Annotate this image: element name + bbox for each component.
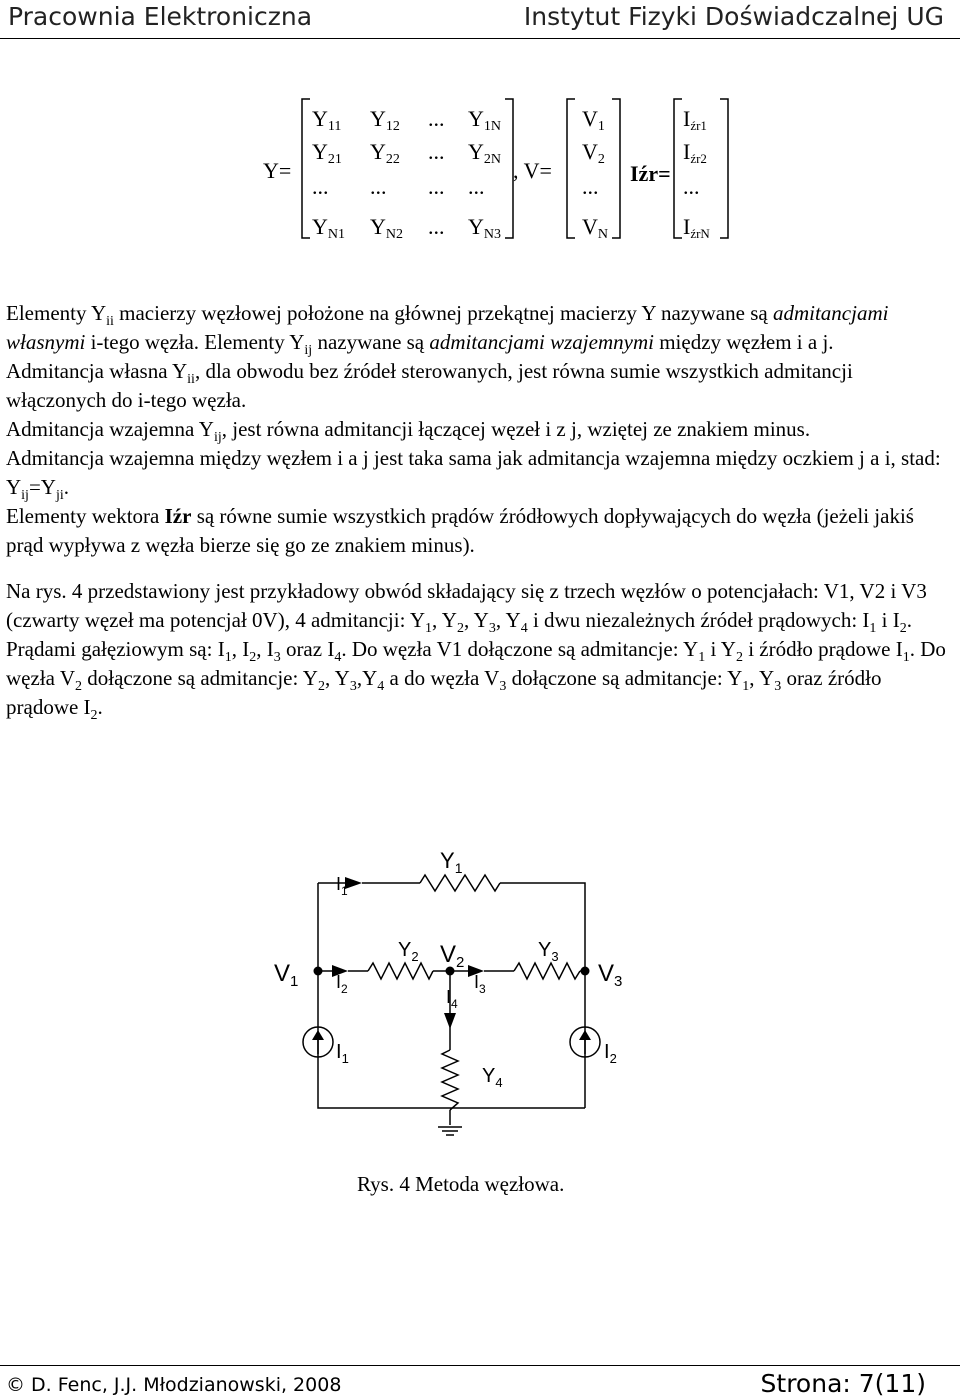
resistor-Y1 — [420, 875, 500, 891]
matrix-Y-cell: YN1 — [312, 214, 346, 242]
circuit-label-V1: V1 — [274, 960, 299, 990]
matrix-Y-cell: YN2 — [370, 214, 404, 242]
matrix-Y-cell: ... — [428, 106, 445, 131]
matrix-Y-cell: Y21 — [312, 139, 342, 167]
page-header — [0, 0, 960, 39]
header-right: Instytut Fizyki Doświadczalnej UG — [523, 2, 944, 31]
paragraph-7: Prądami gałęziowym są: $I_1$, $I_2$, $I_3$ oraz $I_4$. Do węzła V1 dołączone są admitancje: $Y_1$ i $Y_2$ i źródło prądowe $I_1$. Do węzła $V_2$ dołączone są admitancje: $Y_2$, $Y_3,Y_4$ a do węzła $V_3$ dołączone są admitancje: $Y_1$, $Y_3$ oraz źródło prądowe $I_2$. — [6, 637, 946, 723]
matrix-Y-cell: ... — [428, 214, 445, 239]
top-wire — [318, 883, 585, 1108]
circuit-label-I1_src: $I_1$ — [336, 1041, 349, 1066]
resistor-Y2 — [368, 963, 433, 979]
matrix-V-cell: V1 — [582, 106, 605, 134]
matrix-label-I: Iźr= — [630, 161, 671, 186]
node-V3-icon — [581, 967, 590, 976]
matrix-I-cell: $I_{źrN}$ — [683, 214, 710, 241]
paragraph-3: Admitancja wzajemna $Y_{ij}$, jest równa admitancji łączącej węzeł i z j, wziętej ze znakiem minus. — [6, 417, 811, 445]
circuit-label-I1_top: $I_1$ — [336, 874, 348, 898]
matrix-Y-cell: Y2N — [468, 139, 502, 167]
matrix-label-V: , V= — [513, 158, 552, 183]
paragraph-4: Admitancja wzajemna między węzłem i a j jest taka sama jak admitancja wzajemna między oczkiem j a i, stad: $Y_{ij}=Y_{ji}$. — [6, 446, 941, 503]
matrix-I-cell: $I_{źr2}$ — [683, 139, 707, 166]
matrix-Y-cell: ... — [428, 174, 445, 199]
matrix-label-Y: Y= — [263, 158, 292, 183]
matrix-Y-cell: Y12 — [370, 106, 400, 134]
paragraph-1: Elementy $Y_{ii}$ macierzy węzłowej położone na głównej przekątnej macierzy Y nazywane są admitancjami własnymi i-tego węzła. Elementy $Y_{ij}$ nazywane są admitancjami wzajemnymi między węzłem i a j. — [6, 301, 889, 358]
circuit-label-Y2: $Y_2$ — [398, 939, 419, 964]
circuit-label-V3: V3 — [598, 960, 623, 990]
paragraph-2: Admitancja własna $Y_{ii}$, dla obwodu bez źródeł sterowanych, jest równa sumie wszystkich admitancji włączonych do i-tego węzła. — [6, 359, 853, 412]
circuit-label-V2: V2 — [440, 941, 465, 971]
matrix-Y-cell: YN3 — [468, 214, 502, 242]
matrix-Y-cell: Y1N — [468, 106, 502, 134]
circuit-label-I3: $I_3$ — [474, 972, 486, 996]
matrix-Y-cell: ... — [370, 174, 387, 199]
page-footer — [0, 1365, 960, 1398]
matrix-I-cell: $I_{źr1}$ — [683, 106, 707, 133]
resistor-Y4 — [442, 1050, 458, 1110]
circuit-label-I2_mid: $I_2$ — [336, 972, 348, 996]
circuit-label-I2_src: $I_2$ — [604, 1041, 617, 1066]
matrix-Y-cell: ... — [312, 174, 329, 199]
matrix-equations — [0, 85, 960, 255]
circuit-label-Y1: Y1 — [440, 848, 463, 876]
circuit-diagram — [0, 830, 960, 1165]
node-V1-icon — [314, 967, 323, 976]
ground-icon — [438, 1127, 462, 1135]
circuit-label-I4: $I_4$ — [446, 987, 458, 1011]
figure-caption: Rys. 4 Metoda węzłowa. — [357, 1172, 565, 1196]
arrow-I4-icon — [444, 1013, 456, 1029]
body-text — [6, 299, 956, 722]
matrix-Y-cell: ... — [468, 174, 485, 199]
matrix-I-cell: ... — [683, 174, 700, 199]
matrix-Y-cell: Y22 — [370, 139, 400, 167]
header-left: Pracownia Elektroniczna — [8, 2, 313, 31]
footer-left: © D. Fenc, J.J. Młodzianowski, 2008 — [6, 1374, 342, 1396]
outer-wire — [318, 883, 585, 1108]
paragraph-6: Na rys. 4 przedstawiony jest przykładowy obwód składający się z trzech węzłów o potencjałach: V1, V2 i V3 (czwarty węzeł ma potencjał 0V), 4 admitancji: $Y_1$, $Y_2$, $Y_3$, $Y_4$ i dwu niezależnych źródeł prądowych: $I_1$ i $I_2$. — [6, 579, 927, 636]
circuit-label-Y3: $Y_3$ — [538, 939, 559, 964]
matrix-Y-cell: Y11 — [312, 106, 342, 134]
paragraph-5: Elementy wektora Iźr są równe sumie wszystkich prądów źródłowych dopływających do węzła (jeżeli jakiś prąd wypływa z węzła bierze się go ze znakiem minus). — [6, 504, 914, 557]
footer-right: Strona: 7(11) — [760, 1369, 926, 1398]
matrix-V-cell: ... — [582, 174, 599, 199]
matrix-Y-cell: ... — [428, 139, 445, 164]
matrix-V-cell: VN — [582, 214, 609, 242]
resistor-Y3 — [514, 963, 580, 979]
matrix-V-cell: V2 — [582, 139, 605, 167]
circuit-label-Y4: $Y_4$ — [482, 1065, 503, 1090]
